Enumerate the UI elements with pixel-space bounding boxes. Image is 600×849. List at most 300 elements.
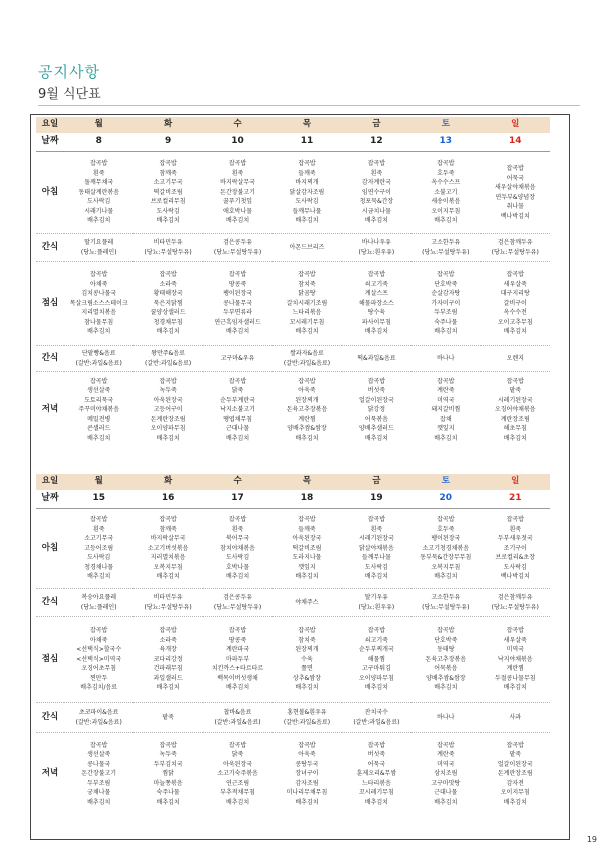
menu-cell xyxy=(481,733,550,815)
menu-item: 야채주스 xyxy=(295,598,319,606)
menu-cell xyxy=(203,152,272,234)
menu-item: 참치죽 xyxy=(298,636,316,644)
meal-row-breakfast xyxy=(36,509,550,589)
menu-item: 두부김치국 xyxy=(153,760,183,768)
meal-row-lunch xyxy=(36,617,550,703)
menu-item: 갈비구이 xyxy=(503,299,527,307)
menu-item: 잡곡밥 xyxy=(298,741,316,749)
menu-item: 고소한두유 xyxy=(431,594,461,601)
menu-cell xyxy=(272,589,341,617)
menu-item: 배추김치 xyxy=(87,798,111,806)
meal-row-snack1 xyxy=(36,589,550,617)
menu-item: 배추김치 xyxy=(156,798,180,806)
menu-cell xyxy=(481,234,550,262)
menu-cell xyxy=(342,262,411,346)
menu-item: 조기구이 xyxy=(503,544,527,552)
menu-item: 미역국 xyxy=(437,396,455,404)
menu-item: 마파두부 xyxy=(225,655,250,663)
menu-cell xyxy=(411,372,480,448)
menu-item: 배추김치 xyxy=(295,328,319,336)
menu-item: 단호박죽 xyxy=(434,636,458,644)
menu-item: 해물찜 xyxy=(367,655,386,663)
menu-item: (갈반:과일&음료) xyxy=(75,359,122,367)
row-label-lunch: 점심 xyxy=(36,262,64,346)
menu-item: 쇠고기죽 xyxy=(364,280,388,288)
date-row xyxy=(36,490,550,509)
menu-item: 배추김치 xyxy=(434,217,458,225)
menu-item: 묵은지닭찜 xyxy=(153,299,183,307)
menu-cell xyxy=(203,346,272,372)
menu-item: 바나나 xyxy=(437,354,455,362)
menu-item: 파사이무침 xyxy=(361,318,391,326)
menu-item: 도라지나물 xyxy=(292,554,322,562)
menu-item: 시래기나물 xyxy=(84,207,114,215)
menu-item: 육개장 xyxy=(159,646,177,654)
meal-row-snack2 xyxy=(36,346,550,372)
menu-item: 브로컬리&초장 xyxy=(495,554,535,562)
menu-item: 닭죽 xyxy=(231,751,244,758)
date-cell: 11 xyxy=(272,133,341,152)
menu-item: 참깨죽 xyxy=(159,169,177,177)
menu-cell xyxy=(203,733,272,815)
row-label-snack2: 간식 xyxy=(36,346,64,372)
menu-item: 흰죽 xyxy=(231,525,244,533)
menu-item: (당뇨:플레인) xyxy=(80,248,117,256)
menu-item: 배추김치 xyxy=(503,434,527,442)
menu-item: 숙주나물 xyxy=(156,789,180,796)
menu-item: 잡곡밥 xyxy=(159,160,177,168)
date-cell: 9 xyxy=(133,133,202,152)
menu-item: 잡곡밥 xyxy=(298,516,316,524)
menu-item: 계란죽 xyxy=(437,751,455,758)
menu-item: 팽이된장국 xyxy=(431,535,461,543)
meal-row-dinner xyxy=(36,733,550,815)
menu-item: 어묵국 xyxy=(506,174,524,182)
menu-item: 콩나물무국 xyxy=(223,299,253,307)
menu-item: 떡&과일&음료 xyxy=(357,354,396,362)
menu-item: 배추김치 xyxy=(156,684,180,692)
menu-item: 도사락김 xyxy=(87,198,111,206)
menu-item: 갈치시래기조림 xyxy=(286,299,328,307)
menu-item: 녹두죽 xyxy=(159,751,177,758)
row-label-date: 날짜 xyxy=(36,490,64,509)
menu-item: 지러멸치볶음 xyxy=(150,554,186,562)
menu-cell xyxy=(411,589,480,617)
menu-item: 딸기우유 xyxy=(364,594,388,601)
menu-cell xyxy=(64,509,133,589)
menu-item: 순두부찌개국 xyxy=(359,646,394,654)
menu-item: 잡곡밥 xyxy=(228,160,247,168)
menu-item: 감자조림 xyxy=(295,779,319,787)
menu-item: 메밀전병 xyxy=(87,415,111,423)
menu-item: 오복지무침 xyxy=(431,563,461,571)
weekday-cell: 토 xyxy=(411,117,480,133)
menu-item: 새우살죽 xyxy=(503,280,527,288)
menu-item: 시레기된장국 xyxy=(497,396,533,404)
menu-item: 오이양파무침 xyxy=(150,425,186,432)
row-label-dinner: 저녁 xyxy=(41,404,59,414)
menu-cell xyxy=(411,152,480,234)
menu-item: 배추김치 xyxy=(295,798,319,806)
menu-item: 떡갈비조림 xyxy=(153,188,183,196)
menu-item: 오이지무침 xyxy=(500,789,530,796)
menu-item: 아채죽 xyxy=(90,636,108,644)
menu-cell xyxy=(64,589,133,617)
menu-item: 미역국 xyxy=(506,646,524,654)
menu-cell xyxy=(272,234,341,262)
menu-item: (당뇨:무설탕두유) xyxy=(491,603,539,611)
menu-cell xyxy=(133,152,202,234)
menu-item: 느타리볶음 xyxy=(361,779,391,787)
menu-cell xyxy=(203,703,272,733)
menu-item: 쇠고기죽 xyxy=(364,636,388,644)
menu-item: 두부새우젓국 xyxy=(497,535,533,543)
row-label-day: 요일 xyxy=(36,474,64,490)
menu-item: 잡곡밥 xyxy=(506,627,524,635)
row-label-day: 요일 xyxy=(36,117,64,133)
menu-item: 배추김치 xyxy=(295,434,319,442)
menu-cell xyxy=(272,372,341,448)
menu-cell xyxy=(342,703,411,733)
menu-item: 잡곡밥 xyxy=(367,741,386,749)
menu-cell xyxy=(203,509,272,589)
menu-item: 단호박죽 xyxy=(434,280,458,288)
menu-item: 잡곡밥 xyxy=(506,271,524,279)
menu-item: 콩탕두국 xyxy=(295,760,319,768)
week-menu-table-1 xyxy=(36,117,550,448)
menu-cell xyxy=(203,617,272,703)
weekday-cell: 일 xyxy=(481,474,550,490)
menu-item: 계란죽 xyxy=(437,387,455,394)
menu-cell xyxy=(342,589,411,617)
menu-item: 백나박김치 xyxy=(500,573,530,581)
menu-cell xyxy=(133,617,202,703)
menu-item: 흰죽 xyxy=(370,169,383,177)
menu-item: 고등어조림 xyxy=(84,544,114,552)
menu-item: 잡곡밥 xyxy=(90,160,108,168)
weekday-cell: 목 xyxy=(272,117,341,133)
menu-item: 닭곰탕 xyxy=(298,290,316,298)
menu-item: 취나물 xyxy=(506,203,524,210)
menu-item: 사과 xyxy=(509,713,522,721)
menu-item: 오이지무침 xyxy=(431,207,461,215)
weekday-cell: 월 xyxy=(64,474,133,490)
menu-item: 미나리무채무침 xyxy=(286,789,328,796)
menu-item: 떡갈비조림 xyxy=(292,544,322,552)
menu-item: 아욱죽 xyxy=(298,387,316,394)
menu-item: 닭강정 xyxy=(367,406,386,413)
menu-item: 배추김치 xyxy=(295,217,319,225)
date-cell: 15 xyxy=(64,490,133,509)
menu-item: 잡곡밥 xyxy=(437,627,455,635)
menu-item: 잡곡밥 xyxy=(367,516,386,524)
menu-item: 땅콩죽 xyxy=(228,636,247,644)
menu-item: 잡곡밥 xyxy=(367,160,386,168)
menu-item: 잡곡밥 xyxy=(298,271,316,279)
menu-cell xyxy=(411,703,480,733)
menu-cell xyxy=(133,589,202,617)
date-cell: 8 xyxy=(64,133,133,152)
menu-item: 팥죽 xyxy=(162,713,174,721)
menu-item: 치킨까스+타르타르 xyxy=(211,665,264,673)
menu-item: 닭살감자조림 xyxy=(289,188,325,196)
menu-item: 새우살죽 xyxy=(503,636,527,644)
week-menu-table-2 xyxy=(36,474,550,815)
menu-item: 배추김치 xyxy=(364,684,388,692)
menu-cell xyxy=(64,262,133,346)
menu-item: 흰죽 xyxy=(509,525,522,533)
menu-item: 아욱된장국 xyxy=(292,535,322,543)
menu-item: 검은참깨두유 xyxy=(497,239,533,246)
menu-item: 잡곡밥 xyxy=(228,271,247,279)
menu-item: 깻잎지 xyxy=(437,425,455,432)
menu-item: 새우살야채볶음 xyxy=(494,184,536,191)
menu-item: 양배추쌈&쌈장 xyxy=(426,674,466,682)
menu-item: 생선살죽 xyxy=(87,387,111,394)
menu-item: 된장찌개 xyxy=(295,396,319,404)
menu-item: 비타민두유 xyxy=(153,594,183,601)
menu-cell xyxy=(133,234,202,262)
menu-item: 콩나물국 xyxy=(87,760,111,768)
menu-item: 잡곡밥 xyxy=(90,271,108,279)
menu-item: 참치죽 xyxy=(298,280,316,288)
menu-item: (당뇨:흰우유) xyxy=(358,603,395,611)
menu-item: 지리멸치볶음 xyxy=(81,309,117,317)
menu-item: 돼지갈비찜 xyxy=(431,406,461,413)
menu-item: 콘샐러드 xyxy=(87,425,111,432)
menu-item: 잡곡밥 xyxy=(437,271,455,279)
menu-item: 배추김치 xyxy=(87,217,111,225)
menu-item: 잔치국수 xyxy=(364,709,388,716)
menu-item: 깻잎지 xyxy=(298,563,316,571)
menu-item: 꿀양상샐러드 xyxy=(150,309,186,317)
menu-cell xyxy=(342,509,411,589)
menu-cell xyxy=(272,703,341,733)
menu-cell xyxy=(411,234,480,262)
menu-item: 호박나물 xyxy=(225,563,250,571)
date-cell: 19 xyxy=(342,490,411,509)
weekday-cell: 토 xyxy=(411,474,480,490)
weekday-cell: 월 xyxy=(64,117,133,133)
date-row xyxy=(36,133,550,152)
menu-cell xyxy=(272,152,341,234)
menu-item: 수육 xyxy=(301,655,313,663)
menu-item: 궁채나물 xyxy=(87,789,111,796)
menu-item: 배추김치 xyxy=(225,217,250,225)
menu-item: 검은콩두유 xyxy=(223,594,253,601)
menu-item: 시금치나물 xyxy=(361,207,391,215)
menu-item: 아욱된장국 xyxy=(153,396,183,404)
date-cell: 14 xyxy=(481,133,550,152)
menu-item: 호두죽 xyxy=(437,525,455,533)
menu-cell xyxy=(203,589,272,617)
menu-item: 꿀푸기첫잎 xyxy=(223,198,253,206)
menu-cell xyxy=(481,617,550,703)
menu-item: 버섯죽 xyxy=(367,387,386,394)
menu-item: 닭살야채볶음 xyxy=(359,544,394,552)
menu-item: 느타리볶음 xyxy=(292,309,322,317)
menu-item: 잡곡밥 xyxy=(90,741,108,749)
menu-item: 흰죽 xyxy=(370,525,383,533)
date-cell: 13 xyxy=(411,133,480,152)
menu-item: 숙주나물 xyxy=(434,318,458,326)
menu-item: 계란장조림 xyxy=(500,415,530,423)
menu-item: 잡곡밥 xyxy=(506,165,524,172)
menu-item: 코다리강정 xyxy=(153,655,183,663)
menu-item: 청포묵&간장 xyxy=(359,198,394,206)
menu-item: 잡곡밥 xyxy=(298,160,316,168)
menu-item: 배추김치 xyxy=(434,328,458,336)
menu-item: 감자전 xyxy=(506,779,524,787)
menu-cell xyxy=(133,262,202,346)
menu-item: 도사락김 xyxy=(503,563,527,571)
menu-cell xyxy=(203,372,272,448)
menu-item: 흰죽 xyxy=(231,169,244,177)
page-number: 19 xyxy=(586,835,597,844)
menu-item: 동태탕 xyxy=(437,646,455,654)
row-label-dinner: 저녁 xyxy=(41,768,59,778)
menu-item: 배추김치 xyxy=(295,573,319,581)
menu-cell xyxy=(272,346,341,372)
menu-cell xyxy=(342,234,411,262)
menu-item: (당뇨:무설탕두유) xyxy=(422,248,470,256)
menu-item: 배추김치 xyxy=(503,328,527,336)
menu-item: 돈계란장조림 xyxy=(497,770,533,777)
menu-item: 닭죽 xyxy=(231,387,244,394)
menu-cell xyxy=(64,152,133,234)
menu-item: 배추김치 xyxy=(503,684,527,692)
menu-cell xyxy=(64,346,133,372)
menu-item: 잡곡밥 xyxy=(298,377,316,385)
menu-item: 잡곡밥 xyxy=(228,377,247,385)
menu-item: 찹바&음료 xyxy=(223,709,252,716)
menu-item: 잡곡밥 xyxy=(159,271,177,279)
menu-item: 상추&쌈장 xyxy=(293,674,321,682)
menu-item: 낙지야채볶음 xyxy=(497,655,533,663)
menu-item: 참나물무침 xyxy=(84,318,114,326)
menu-item: 잡곡밥 xyxy=(367,377,386,385)
menu-item: 잡곡밥 xyxy=(90,516,108,524)
weekday-cell: 목 xyxy=(272,474,341,490)
page-title: 공지사항 xyxy=(38,63,100,81)
menu-item: 단팥빵&음료 xyxy=(81,350,116,357)
menu-item: 순두부계란국 xyxy=(220,396,255,404)
menu-item: 아욱죽 xyxy=(298,751,316,758)
date-cell: 10 xyxy=(203,133,272,152)
menu-item: 잡곡밥 xyxy=(506,377,524,385)
menu-item: 흰죽 xyxy=(92,169,105,177)
menu-item: 배추김치 xyxy=(225,328,250,336)
menu-item: 오이양파무침 xyxy=(359,674,394,682)
row-label-snack1: 간식 xyxy=(36,234,64,262)
menu-item: 동태살계란볶음 xyxy=(78,188,119,196)
meal-row-lunch xyxy=(36,262,550,346)
menu-item: 두부면류라 xyxy=(223,309,253,317)
menu-item: 잡곡밥 xyxy=(228,627,247,635)
menu-item: 잡곡밥 xyxy=(367,627,386,635)
meal-row-breakfast xyxy=(36,152,550,234)
menu-item: 배추김치 xyxy=(156,573,180,581)
menu-cell xyxy=(481,589,550,617)
menu-item: 소라죽 xyxy=(159,280,177,288)
menu-item: 건파래무침 xyxy=(153,665,183,673)
menu-item: 청경채나물 xyxy=(84,563,114,571)
menu-item: 도사락김 xyxy=(156,207,180,215)
row-label-snack1: 간식 xyxy=(36,589,64,617)
menu-item: 어묵볶음 xyxy=(434,665,458,673)
menu-item: 배추김치 xyxy=(156,328,180,336)
menu-item: 버섯죽 xyxy=(367,751,386,758)
menu-item: 들깨무나물 xyxy=(361,554,391,562)
menu-item: 돈육고추장볶음 xyxy=(425,655,467,663)
menu-item: 찐만두 xyxy=(90,674,108,682)
menu-item: 훈제오리&무쌈 xyxy=(356,770,397,777)
menu-item: 잡곡밥 xyxy=(159,377,177,385)
menu-item: (당뇨:무설탕두유) xyxy=(144,603,192,611)
menu-item: 꼬시레기무침 xyxy=(289,318,325,326)
menu-cell xyxy=(481,372,550,448)
menu-item: <선택식>할국수 xyxy=(76,646,122,654)
menu-item: 꼬시레기무침 xyxy=(359,789,394,796)
menu-item: 도사락김 xyxy=(364,563,388,571)
menu-cell xyxy=(411,262,480,346)
menu-item: 소고기버섯볶음 xyxy=(147,544,189,552)
menu-item: (갈반:과일&음료) xyxy=(353,718,400,726)
menu-item: 연근흑임자샐러드 xyxy=(214,318,261,326)
menu-cell xyxy=(133,509,202,589)
menu-item: 생선살죽 xyxy=(87,751,111,758)
menu-item: 계란파국 xyxy=(225,646,250,654)
menu-item: 잡곡밥 xyxy=(90,377,108,385)
menu-cell xyxy=(64,733,133,815)
menu-cell xyxy=(64,234,133,262)
menu-item: (당뇨:무설탕두유) xyxy=(213,603,262,611)
menu-item: 배추김치 xyxy=(156,217,180,225)
menu-item: 도사락김 xyxy=(225,554,250,562)
menu-item: 배추김치 xyxy=(87,328,111,336)
menu-cell xyxy=(342,346,411,372)
weekday-cell: 금 xyxy=(342,117,411,133)
menu-item: 옥수수스프 xyxy=(431,179,461,187)
menu-item: 홍현볼&흰우유 xyxy=(287,709,327,716)
menu-item: 배추김치 xyxy=(364,434,388,442)
menu-item: 해초무침 xyxy=(503,425,527,432)
menu-item: 배추김치 xyxy=(295,684,319,692)
menu-cell xyxy=(272,262,341,346)
menu-item: 오이고추무침 xyxy=(497,318,533,326)
menu-item: 잡곡밥 xyxy=(437,741,455,749)
menu-item: 마늘쫑볶음 xyxy=(153,779,183,787)
menu-item: 백목이버섯생채 xyxy=(217,674,258,682)
menu-item: 고등어구이 xyxy=(153,406,183,413)
menu-item: 배추김치 xyxy=(503,798,527,806)
menu-item: <선택식>미역국 xyxy=(76,655,122,663)
menu-item: 동부묵&간장무무침 xyxy=(420,554,472,562)
menu-item: 소고기청경채볶음 xyxy=(422,544,469,552)
menu-item: 도토리묵국 xyxy=(84,396,114,404)
menu-item: 애호박나물 xyxy=(223,207,253,215)
menu-item: 장녀구이 xyxy=(295,770,319,777)
menu-cell xyxy=(64,617,133,703)
menu-item: 가자미구이 xyxy=(431,299,461,307)
menu-cell xyxy=(481,509,550,589)
menu-item: 새송이볶음 xyxy=(431,198,461,206)
menu-item: 배추김치 xyxy=(434,798,458,806)
menu-item: 연근조림 xyxy=(225,779,250,787)
menu-item: (당뇨:무설탕두유) xyxy=(491,248,539,256)
meal-row-snack1 xyxy=(36,234,550,262)
menu-item: 검은참깨두유 xyxy=(497,594,533,601)
